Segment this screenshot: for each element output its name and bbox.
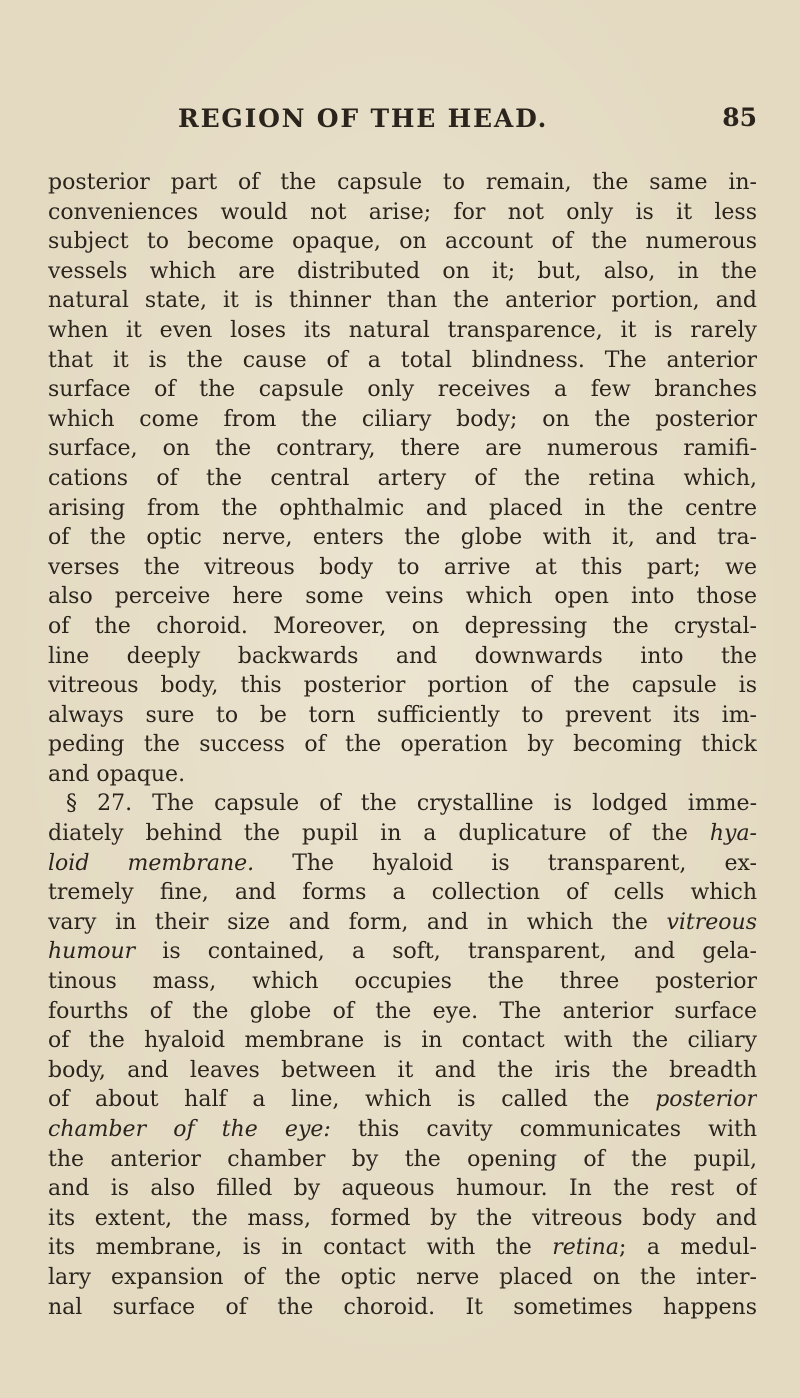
body-text — [48, 168, 757, 1322]
text-line: nal surface of the choroid. It sometimes happens — [48, 1294, 757, 1320]
paragraph-2 — [48, 789, 757, 1322]
text-line: conveniences would not arise; for not only is it less — [48, 199, 757, 225]
text-line: peding the success of the operation by becoming thick — [48, 732, 757, 758]
text-line: the anterior chamber by the opening of the pupil, — [48, 1146, 757, 1172]
running-title: REGION OF THE HEAD. — [178, 104, 549, 133]
text-line: vessels which are distributed on it; but, also, in the — [48, 258, 757, 284]
text-line — [48, 937, 757, 967]
text-line — [48, 1233, 757, 1263]
italic-term: vitreous — [666, 909, 757, 935]
running-head — [48, 96, 757, 136]
text-fragment: diately behind the pupil in a duplicature of the — [48, 821, 710, 847]
text-line: vitreous body, this posterior portion of the capsule is — [48, 673, 757, 699]
text-line: lary expansion of the optic nerve placed on the inter- — [48, 1264, 757, 1290]
text-fragment: vary in their size and form, and in which the — [48, 909, 667, 935]
text-line: surface of the capsule only receives a few branches — [48, 377, 757, 403]
text-line: surface, on the contrary, there are numerous ramifi- — [48, 436, 757, 462]
italic-term: posterior — [655, 1087, 757, 1113]
text-line: arising from the ophthalmic and placed in the centre — [48, 495, 757, 521]
text-fragment: its membrane, is in contact with the — [48, 1235, 553, 1261]
text-line — [48, 908, 757, 938]
text-line: line deeply backwards and downwards into the — [48, 643, 757, 669]
text-line — [48, 849, 757, 879]
text-fragment: is contained, a soft, transparent, and gela- — [135, 939, 757, 965]
text-line: also perceive here some veins which open into those — [48, 584, 757, 610]
page-number: 85 — [722, 103, 757, 132]
italic-term: retina — [552, 1235, 619, 1261]
section-27-line: § 27. The capsule of the crystalline is lodged imme- — [66, 791, 757, 817]
text-line: of the choroid. Moreover, on depressing the crystal- — [48, 613, 757, 639]
text-fragment: ; a medul- — [618, 1235, 757, 1261]
text-line: body, and leaves between it and the iris the breadth — [48, 1057, 757, 1083]
text-line — [48, 1085, 757, 1115]
text-line: tremely fine, and forms a collection of cells which — [48, 880, 757, 906]
text-line: which come from the ciliary body; on the posterior — [48, 406, 757, 432]
text-line: of the hyaloid membrane is in contact with the ciliary — [48, 1028, 757, 1054]
text-line — [48, 819, 757, 849]
text-line: and opaque. — [48, 761, 186, 787]
text-line: natural state, it is thinner than the anterior portion, and — [48, 288, 757, 314]
text-fragment: this cavity communicates with — [330, 1117, 757, 1142]
text-line: verses the vitreous body to arrive at this part; we — [48, 554, 757, 580]
italic-term: hya- — [709, 821, 757, 847]
text-line: tinous mass, which occupies the three posterior — [48, 969, 757, 995]
text-line: subject to become opaque, on account of the numerous — [48, 229, 757, 255]
text-line: its extent, the mass, formed by the vitreous body and — [48, 1205, 757, 1231]
text-line: posterior part of the capsule to remain, the same in- — [48, 170, 757, 195]
text-line: cations of the central artery of the retina which, — [48, 465, 757, 491]
text-line: and is also filled by aqueous humour. In the rest of — [48, 1176, 757, 1202]
text-line: always sure to be torn sufficiently to prevent its im- — [48, 702, 757, 728]
paragraph-1 — [48, 168, 757, 789]
italic-term: chamber of the eye: — [48, 1117, 331, 1142]
italic-term: loid membrane. — [48, 850, 255, 876]
text-fragment: of about half a line, which is called the — [48, 1087, 656, 1113]
text-line: that it is the cause of a total blindness. The anterior — [48, 347, 757, 373]
text-line: fourths of the globe of the eye. The anterior surface — [48, 998, 757, 1024]
italic-term: humour — [48, 939, 136, 965]
text-fragment: The hyaloid is transparent, ex- — [254, 850, 757, 876]
text-line — [48, 1115, 757, 1145]
text-line: of the optic nerve, enters the globe with it, and tra- — [48, 525, 757, 551]
text-line: when it even loses its natural transparence, it is rarely — [48, 317, 757, 343]
